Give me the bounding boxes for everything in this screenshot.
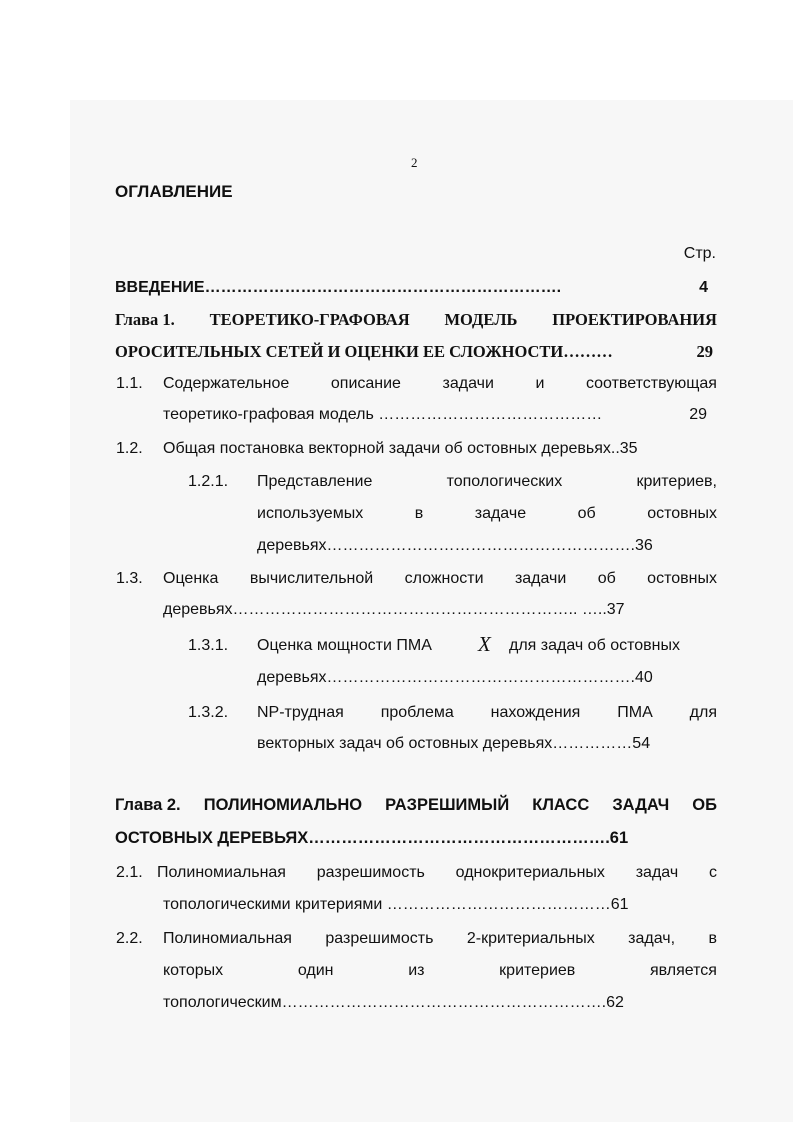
toc-section-1-2[interactable] <box>0 440 793 470</box>
section-number: 1.3. <box>116 570 143 587</box>
chapter-word: МОДЕЛЬ <box>444 310 518 329</box>
chapter-word: ПОЛИНОМИАЛЬНО <box>203 796 363 814</box>
toc-subsection-1-2-1[interactable] <box>0 473 793 503</box>
chapter-title-cont: ОСТОВНЫХ ДЕРЕВЬЯХ……………………………………………….61 <box>115 829 629 847</box>
subsection-number: 1.2.1. <box>188 473 229 490</box>
toc-subsection-1-3-1-cont[interactable] <box>0 669 793 699</box>
section-title-cont: топологическим…………………………………………………….62 <box>163 994 624 1011</box>
section-word: разрешимость <box>325 930 434 947</box>
section-number: 2.1. <box>116 864 143 881</box>
section-word: которых <box>163 962 224 979</box>
toc-entry-intro[interactable] <box>0 279 793 309</box>
section-word: критериев <box>499 962 576 979</box>
subsection-word: об <box>577 505 596 522</box>
chapter-word: РАЗРЕШИМЫЙ <box>385 796 510 814</box>
toc-chapter-1[interactable] <box>0 310 793 340</box>
subsection-word: критериев, <box>636 473 717 490</box>
subsection-word: задаче <box>474 505 527 522</box>
section-word: с <box>708 864 717 881</box>
variable-x: X <box>478 632 491 656</box>
toc-chapter-1-cont[interactable] <box>0 342 793 372</box>
subsection-word: NP-трудная <box>257 704 344 721</box>
section-word: вычислительной <box>249 570 374 587</box>
toc-entry-page: 29 <box>689 406 707 423</box>
toc-entry-page: 29 <box>696 342 713 361</box>
subsection-word: топологических <box>446 473 563 490</box>
section-number: 1.1. <box>116 375 143 392</box>
section-word: из <box>408 962 425 979</box>
page-column-label: Стр. <box>683 245 716 262</box>
section-word: задачи <box>514 570 567 587</box>
section-word: остовных <box>647 570 717 587</box>
section-word: соответствующая <box>585 375 717 392</box>
subsection-title-part: Оценка мощности ПМА <box>257 637 432 654</box>
toc-entry-title: ВВЕДЕНИЕ…………………………………………………………. <box>115 279 562 296</box>
section-word: Содержательное <box>163 375 290 392</box>
section-word: сложности <box>404 570 484 587</box>
section-word: об <box>597 570 616 587</box>
toc-section-1-1[interactable] <box>0 375 793 405</box>
section-word: задач, <box>628 930 676 947</box>
section-title-cont: топологическими критериями ……………………………………61 <box>163 896 629 913</box>
section-word: 2-критериальных <box>466 930 595 947</box>
section-word: и <box>535 375 545 392</box>
subsection-number: 1.3.1. <box>188 637 229 654</box>
subsection-title-cont: деревьях………………………………………………….36 <box>257 537 653 554</box>
toc-subsection-1-2-1-page[interactable] <box>0 537 793 567</box>
toc-section-2-2-page[interactable] <box>0 994 793 1024</box>
toc-entry-page: 4 <box>699 279 708 296</box>
toc-heading: ОГЛАВЛЕНИЕ <box>115 182 233 201</box>
chapter-word: ПРОЕКТИРОВАНИЯ <box>552 310 717 329</box>
toc-section-1-3-cont[interactable] <box>0 601 793 631</box>
subsection-number: 1.3.2. <box>188 704 229 721</box>
section-word: является <box>649 962 717 979</box>
toc-subsection-1-3-1[interactable] <box>0 632 793 667</box>
chapter-word: ЗАДАЧ <box>612 796 670 814</box>
section-word: разрешимость <box>316 864 425 881</box>
subsection-title-cont: векторных задач об остовных деревьях……………54 <box>257 735 651 752</box>
chapter-word: ОБ <box>692 796 717 814</box>
subsection-word: проблема <box>380 704 454 721</box>
chapter-title-cont: ОРОСИТЕЛЬНЫХ СЕТЕЙ И ОЦЕНКИ ЕЕ СЛОЖНОСТИ……… <box>115 342 613 361</box>
toc-section-2-1[interactable] <box>0 864 793 894</box>
section-word: в <box>708 930 717 947</box>
subsection-title-part: для задач об остовных <box>509 637 680 654</box>
subsection-word: Представление <box>257 473 373 490</box>
subsection-word: для <box>689 704 717 721</box>
toc-section-1-1-cont[interactable] <box>0 406 793 436</box>
chapter-label: Глава 1. <box>115 310 175 329</box>
page-number: 2 <box>411 155 418 170</box>
subsection-word: используемых <box>257 505 364 522</box>
section-word: Оценка <box>163 570 219 587</box>
section-word: однокритериальных <box>455 864 605 881</box>
section-word: один <box>297 962 334 979</box>
toc-section-1-3[interactable] <box>0 570 793 600</box>
chapter-word: ТЕОРЕТИКО-ГРАФОВАЯ <box>209 310 410 329</box>
toc-chapter-2[interactable] <box>0 796 793 826</box>
toc-subsection-1-3-2[interactable] <box>0 704 793 734</box>
section-word: Полиномиальная <box>157 864 286 881</box>
subsection-word: нахождения <box>490 704 581 721</box>
section-word: задач <box>635 864 679 881</box>
section-title: Общая постановка векторной задачи об остовных деревьях..35 <box>163 440 638 457</box>
toc-section-2-1-cont[interactable] <box>0 896 793 926</box>
subsection-title-cont: деревьях………………………………………………….40 <box>257 669 653 686</box>
toc-section-2-2-cont[interactable] <box>0 962 793 992</box>
section-title-cont: теоретико-графовая модель …………………………………… <box>163 406 603 423</box>
subsection-word: остовных <box>647 505 717 522</box>
subsection-word: в <box>414 505 424 522</box>
section-number: 2.2. <box>116 930 143 947</box>
toc-chapter-2-cont[interactable] <box>0 829 793 859</box>
chapter-label: Глава 2. <box>115 796 181 814</box>
toc-subsection-1-3-2-cont[interactable] <box>0 735 793 765</box>
toc-subsection-1-2-1-cont[interactable] <box>0 505 793 535</box>
section-number: 1.2. <box>116 440 143 457</box>
section-title-cont: деревьях……………………………………………………….. …..37 <box>163 601 625 618</box>
section-word: описание <box>330 375 401 392</box>
chapter-word: КЛАСС <box>532 796 590 814</box>
section-word: Полиномиальная <box>163 930 292 947</box>
subsection-word: ПМА <box>617 704 653 721</box>
toc-section-2-2[interactable] <box>0 930 793 960</box>
section-word: задачи <box>442 375 494 392</box>
